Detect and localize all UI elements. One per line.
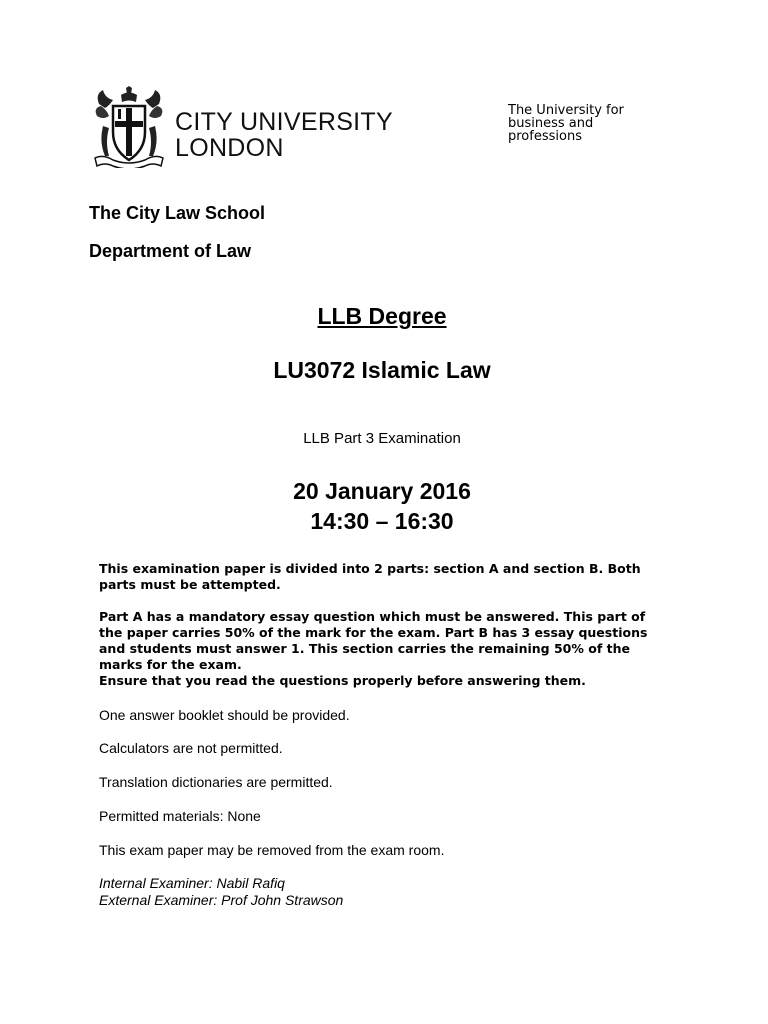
- course-title: LU3072 Islamic Law: [273, 357, 491, 383]
- note-calculators: Calculators are not permitted.: [99, 740, 283, 756]
- university-crest-icon: [93, 86, 165, 168]
- instruction-parts: This examination paper is divided into 2 parts: section A and section B. Both parts must be attempted.: [99, 561, 641, 592]
- tagline-line: professions: [508, 129, 582, 144]
- examiners: [99, 875, 343, 909]
- logo-line2: LONDON: [175, 134, 284, 162]
- exam-instructions: [99, 561, 659, 689]
- note-booklet: One answer booklet should be provided.: [99, 707, 350, 723]
- note-materials: Permitted materials: None: [99, 808, 261, 824]
- school-name: The City Law School: [89, 203, 266, 223]
- exam-date: 20 January 2016: [293, 478, 471, 504]
- note-removal: This exam paper may be removed from the exam room.: [99, 842, 445, 858]
- external-examiner: External Examiner: Prof John Strawson: [99, 892, 344, 908]
- department-name: Department of Law: [89, 241, 252, 261]
- instruction-read-properly: Ensure that you read the questions properly before answering them.: [99, 673, 586, 688]
- note-dictionaries: Translation dictionaries are permitted.: [99, 774, 333, 790]
- university-tagline: [508, 104, 658, 143]
- logo-line1: CITY UNIVERSITY: [175, 108, 393, 136]
- university-logo: [93, 86, 393, 168]
- exam-type: LLB Part 3 Examination: [303, 430, 461, 447]
- instruction-part-details: Part A has a mandatory essay question which must be answered. This part of the paper carries 50% of the mark for the exam. Part B has 3 essay questions and students must answer 1. This section carries the remaining 50% of the marks for the exam.: [99, 609, 648, 672]
- exam-time: 14:30 – 16:30: [310, 508, 454, 534]
- internal-examiner: Internal Examiner: Nabil Rafiq: [99, 875, 285, 891]
- tagline-line: The University for: [508, 103, 624, 118]
- degree-title: LLB Degree: [317, 303, 447, 329]
- tagline-line: business and: [508, 116, 594, 131]
